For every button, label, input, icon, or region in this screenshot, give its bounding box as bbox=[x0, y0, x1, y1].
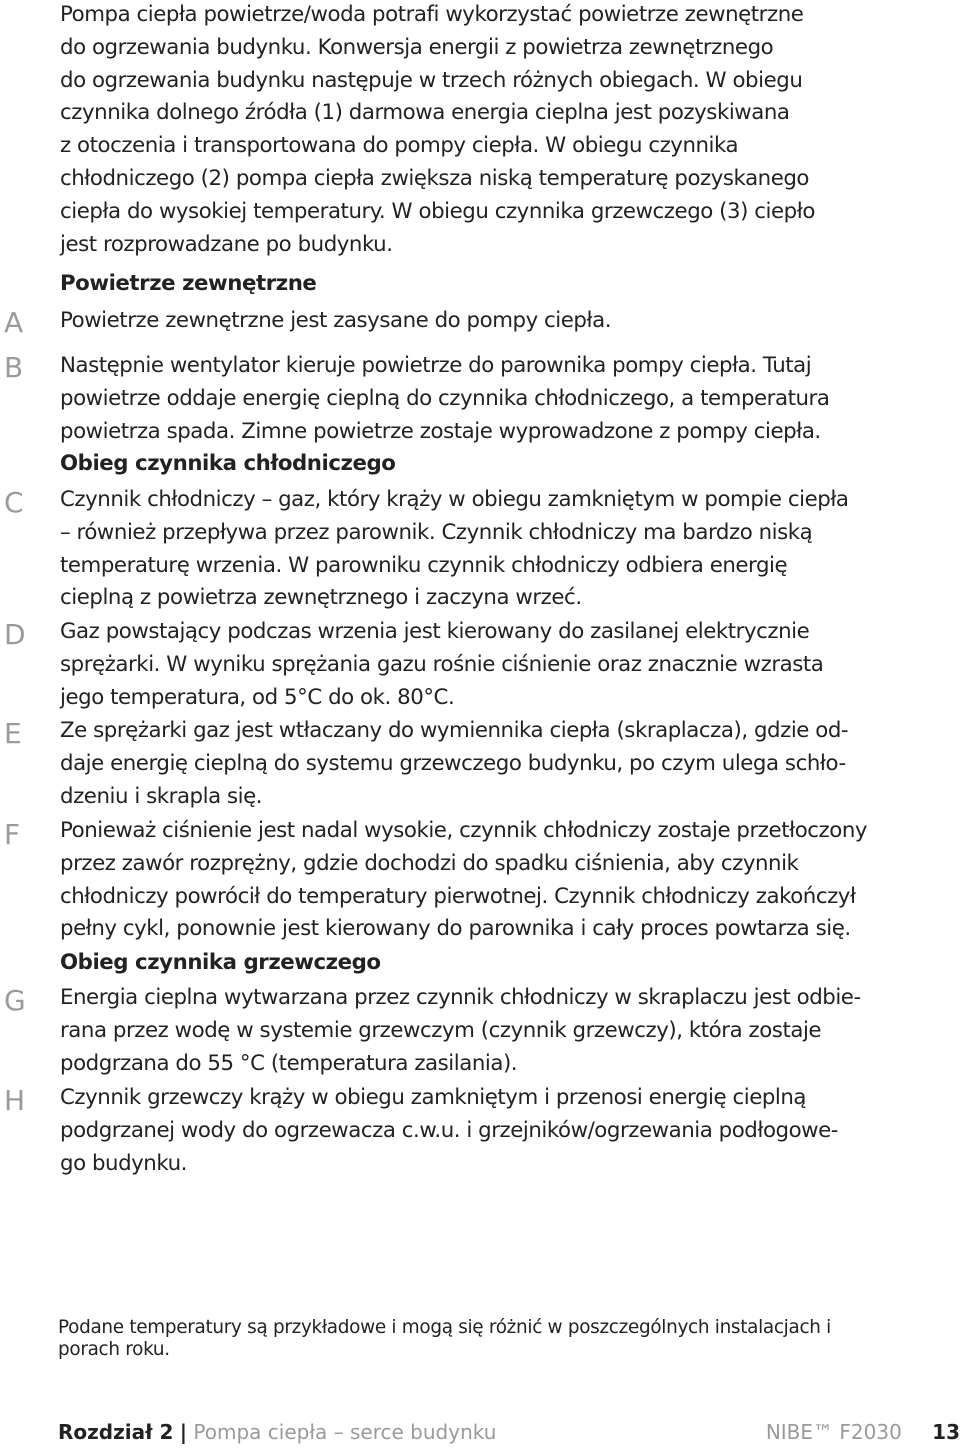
footer-separator: | bbox=[179, 1420, 188, 1444]
marker-b: B bbox=[4, 351, 24, 384]
marker-f: F bbox=[4, 818, 21, 851]
footer-product-info bbox=[766, 1416, 960, 1448]
paragraph-a: Powietrze zewnętrzne jest zasysane do pompy ciepła. bbox=[60, 308, 612, 333]
paragraph-d: Gaz powstający podczas wrzenia jest kierowany do zasilanej elektrycznie sprężarki. W wyniku sprężania gazu rośnie ciśnienie oraz znacznie wzrasta jego temperatura, od 5°C do ok. 80°C. bbox=[60, 619, 824, 710]
footer-chapter-info bbox=[58, 1416, 496, 1448]
intro-paragraph: Pompa ciepła powietrze/woda potrafi wykorzystać powietrze zewnętrzne do ogrzewania budynku. Konwersja energii z powietrza zewnętrznego do ogrzewania budynku następuje w trzech różnych obiegach. W obiegu czynnika dolnego źródła (1) darmowa energia cieplna jest pozyskiwana z otoczenia i transportowana do pompy ciepła. W obiegu czynnika chłodniczego (2) pompa ciepła zwiększa niską temperaturę pozyskanego ciepła do wysokiej temperatury. W obiegu czynnika grzewczego (3) ciepło jest rozprowadzane po budynku. bbox=[60, 2, 815, 257]
paragraph-e: Ze sprężarki gaz jest wtłaczany do wymiennika ciepła (skraplacza), gdzie od- daje energię cieplną do systemu grzewczego budynku, po czym ulega schło- dzeniu i skrapla się. bbox=[60, 718, 849, 809]
paragraph-c: Czynnik chłodniczy – gaz, który krąży w obiegu zamkniętym w pompie ciepła – również przepływa przez parownik. Czynnik chłodniczy ma bardzo niską temperaturę wrzenia. W parowniku czynnik chłodniczy odbiera energię cieplną z powietrza zewnętrznego i zaczyna wrzeć. bbox=[60, 487, 849, 611]
marker-h: H bbox=[4, 1084, 26, 1117]
heading-outdoor-air: Powietrze zewnętrzne bbox=[60, 271, 317, 296]
heading-heating-circuit: Obieg czynnika grzewczego bbox=[60, 950, 381, 975]
marker-d: D bbox=[4, 618, 26, 651]
paragraph-g: Energia cieplna wytwarzana przez czynnik chłodniczy w skraplaczu jest odbie- rana przez wodę w systemie grzewczym (czynnik grzewczy), która zostaje podgrzana do 55 °C (temperatura zasilania). bbox=[60, 985, 861, 1076]
marker-a: A bbox=[4, 306, 24, 339]
footer-product: NIBE™ F2030 bbox=[765, 1420, 902, 1444]
footer-chapter-title: Pompa ciepła – serce budynku bbox=[193, 1420, 497, 1444]
footnote: Podane temperatury są przykładowe i mogą się różnić w poszczególnych instalacjach i porach roku. bbox=[58, 1317, 831, 1360]
marker-e: E bbox=[4, 717, 22, 750]
paragraph-h: Czynnik grzewczy krąży w obiegu zamkniętym i przenosi energię cieplną podgrzanej wody do ogrzewacza c.w.u. i grzejników/ogrzewania podłogowe- go budynku. bbox=[60, 1085, 839, 1176]
marker-g: G bbox=[4, 984, 26, 1017]
page-footer bbox=[58, 1416, 960, 1448]
page-number: 13 bbox=[932, 1420, 960, 1444]
footer-chapter: Rozdział 2 bbox=[58, 1420, 174, 1444]
marker-c: C bbox=[4, 486, 24, 519]
heading-refrigerant-circuit: Obieg czynnika chłodniczego bbox=[60, 451, 396, 476]
paragraph-f: Ponieważ ciśnienie jest nadal wysokie, czynnik chłodniczy zostaje przetłoczony przez zawór rozprężny, gdzie dochodzi do spadku ciśnienia, aby czynnik chłodniczy powrócił do temperatury pierwotnej. Czynnik chłodniczy zakończył pełny cykl, ponownie jest kierowany do parownika i cały proces powtarza się. bbox=[60, 818, 868, 942]
paragraph-b: Następnie wentylator kieruje powietrze do parownika pompy ciepła. Tutaj powietrze oddaje energię cieplną do czynnika chłodniczego, a temperatura powietrza spada. Zimne powietrze zostaje wyprowadzone z pompy ciepła. bbox=[60, 353, 830, 444]
